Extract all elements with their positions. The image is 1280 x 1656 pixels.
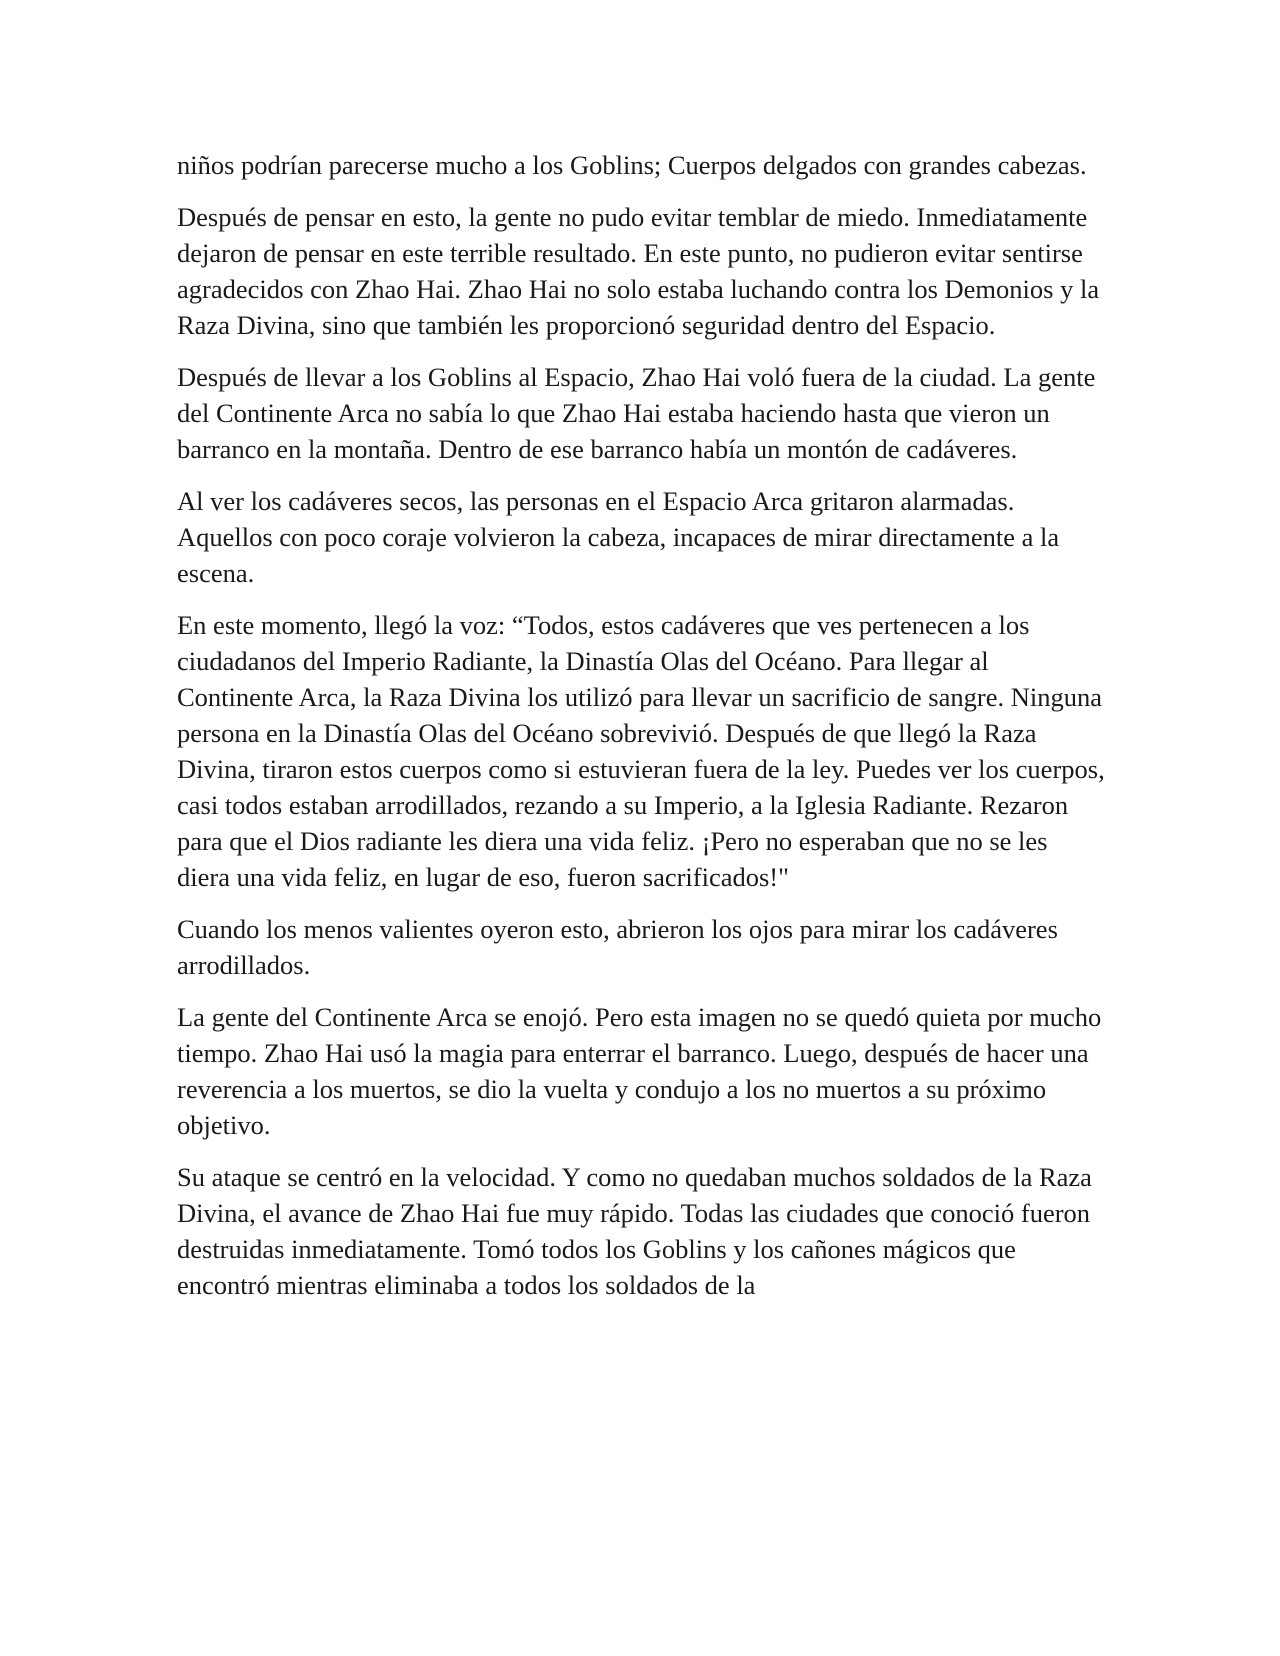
paragraph-8: Su ataque se centró en la velocidad. Y como no quedaban muchos soldados de la Raza Divina, el avance de Zhao Hai fue muy rápido. Todas las ciudades que conoció fueron destruidas inmediatamente. Tomó todos los Goblins y los cañones mágicos que encontró mientras eliminaba a todos los soldados de la	[177, 1162, 1092, 1300]
paragraph-7: La gente del Continente Arca se enojó. Pero esta imagen no se quedó quieta por mucho tiempo. Zhao Hai usó la magia para enterrar el barranco. Luego, después de hacer una reverencia a los muertos, se dio la vuelta y condujo a los no muertos a su próximo objetivo.	[177, 1002, 1102, 1140]
paragraph-1: niños podrían parecerse mucho a los Goblins; Cuerpos delgados con grandes cabezas.	[177, 150, 1087, 180]
paragraph-5: En este momento, llegó la voz: “Todos, estos cadáveres que ves pertenecen a los ciudadanos del Imperio Radiante, la Dinastía Olas del Océano. Para llegar al Continente Arca, la Raza Divina los utilizó para llevar un sacrificio de sangre. Ninguna persona en la Dinastía Olas del Océano sobrevivió. Después de que llegó la Raza Divina, tiraron estos cuerpos como si estuvieran fuera de la ley. Puedes ver los cuerpos, casi todos estaban arrodillados, rezando a su Imperio, a la Iglesia Radiante. Rezaron para que el Dios radiante les diera una vida feliz. ¡Pero no esperaban que no se les diera una vida feliz, en lugar de eso, fueron sacrificados!"	[177, 610, 1105, 892]
paragraph-4: Al ver los cadáveres secos, las personas en el Espacio Arca gritaron alarmadas. Aquellos con poco coraje volvieron la cabeza, incapaces de mirar directamente a la escena.	[177, 486, 1060, 588]
paragraph-6: Cuando los menos valientes oyeron esto, abrieron los ojos para mirar los cadáveres arrodillados.	[177, 914, 1058, 980]
paragraph-3: Después de llevar a los Goblins al Espacio, Zhao Hai voló fuera de la ciudad. La gente del Continente Arca no sabía lo que Zhao Hai estaba haciendo hasta que vieron un barranco en la montaña. Dentro de ese barranco había un montón de cadáveres.	[177, 362, 1096, 464]
document-body	[177, 147, 1107, 1319]
paragraph-2: Después de pensar en esto, la gente no pudo evitar temblar de miedo. Inmediatamente dejaron de pensar en este terrible resultado. En este punto, no pudieron evitar sentirse agradecidos con Zhao Hai. Zhao Hai no solo estaba luchando contra los Demonios y la Raza Divina, sino que también les proporcionó seguridad dentro del Espacio.	[177, 202, 1100, 340]
